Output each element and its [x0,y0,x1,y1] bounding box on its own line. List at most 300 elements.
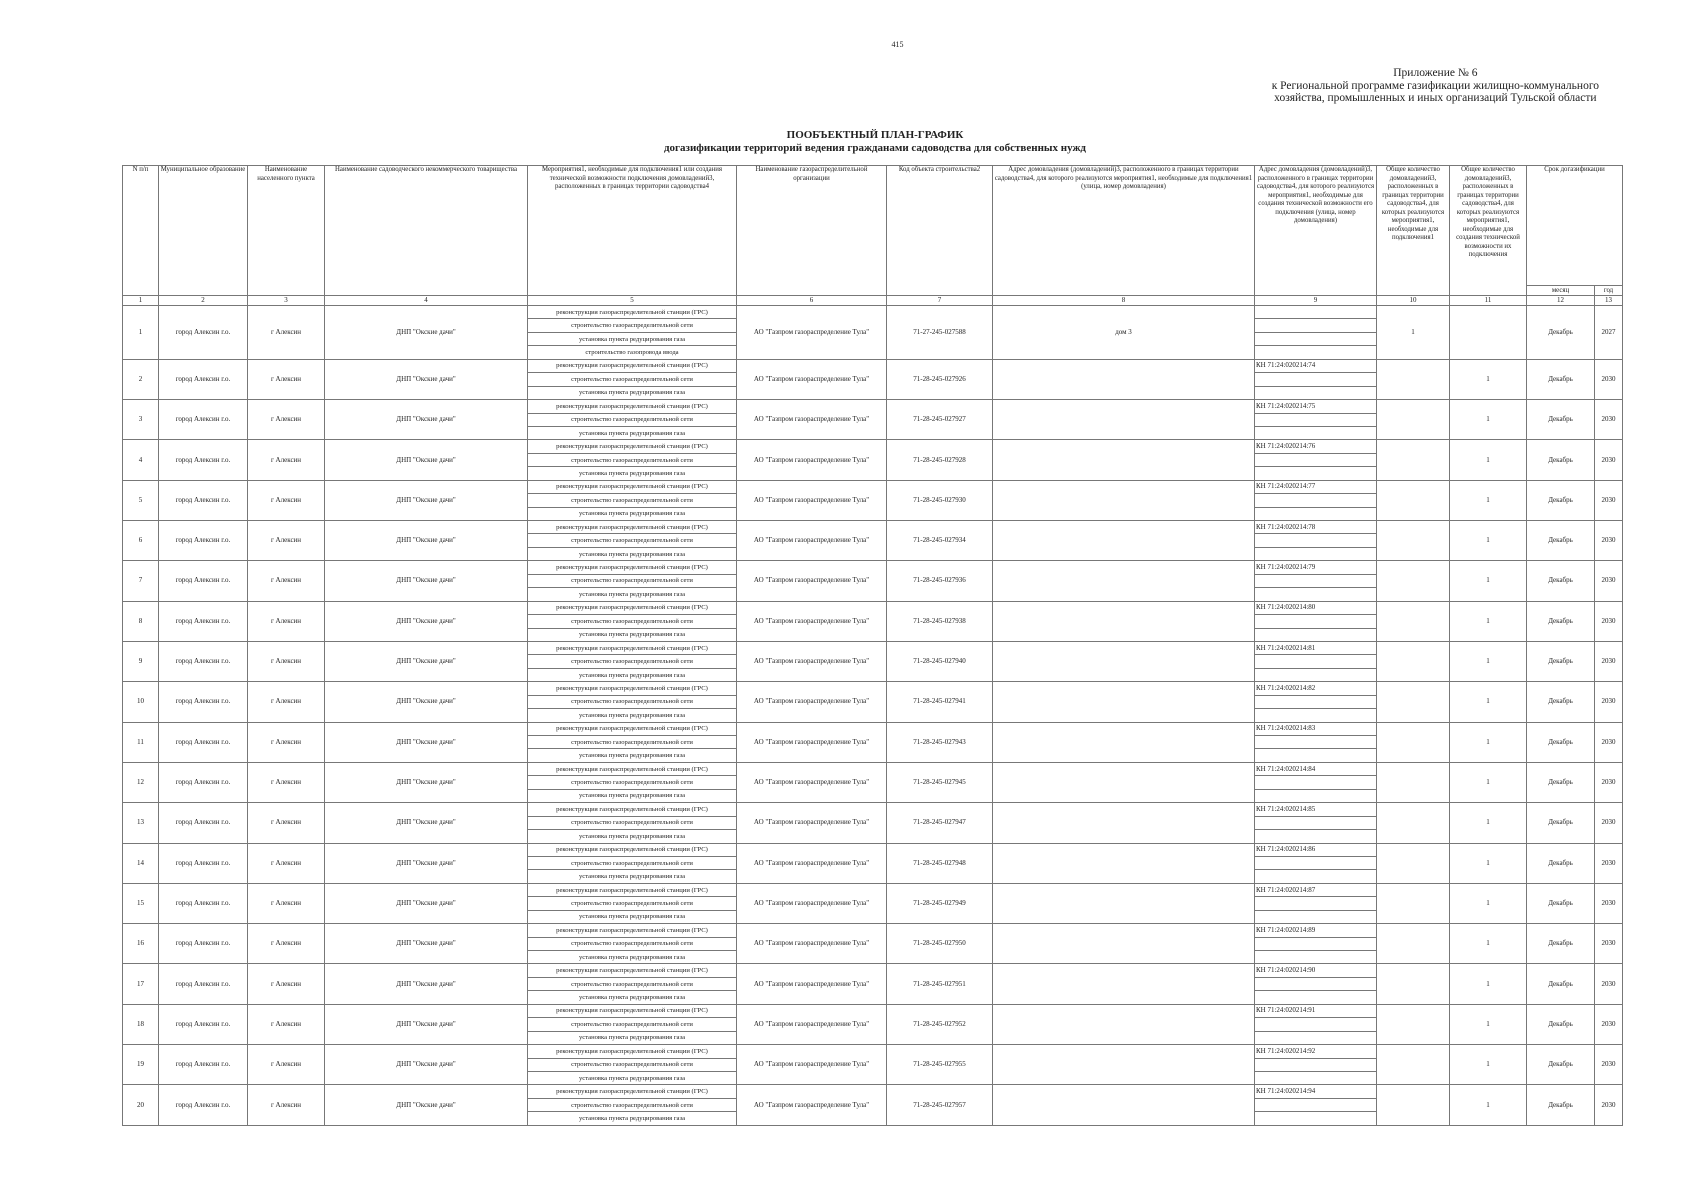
row-number-cell: 17 [123,964,159,1004]
organization-cell: АО "Газпром газораспределение Тула" [737,521,887,561]
connection-count-cell: 1 [1377,306,1450,360]
capability-address-cell [1255,1112,1377,1125]
organization-cell: АО "Газпром газораспределение Тула" [737,306,887,360]
table-row [123,521,1623,534]
municipality-cell: город Алексин г.о. [159,722,248,762]
organization-cell: АО "Газпром газораспределение Тула" [737,440,887,480]
year-cell: 2030 [1595,803,1623,843]
capability-address-cell: КН 71:24:020214:82 [1255,682,1377,695]
year-cell: 2030 [1595,964,1623,1004]
table-row [123,1004,1623,1017]
column-number-cell: 5 [528,296,737,306]
municipality-cell: город Алексин г.о. [159,843,248,883]
table-row [123,803,1623,816]
object-code-cell: 71-28-245-027934 [887,521,993,561]
object-code-cell: 71-28-245-027928 [887,440,993,480]
settlement-cell: г Алексин [248,1045,325,1085]
settlement-cell: г Алексин [248,641,325,681]
table-row [123,924,1623,937]
partnership-cell: ДНП "Окские дачи" [325,480,528,520]
connection-address-cell [993,1004,1255,1044]
column-number-cell: 3 [248,296,325,306]
capability-address-cell: КН 71:24:020214:74 [1255,359,1377,372]
activity-cell: установка пункта редуцирования газа [528,332,737,345]
connection-address-cell [993,762,1255,802]
row-number-cell: 5 [123,480,159,520]
partnership-cell: ДНП "Окские дачи" [325,521,528,561]
table-body [123,306,1623,1126]
capability-count-cell: 1 [1450,561,1527,601]
capability-address-cell: КН 71:24:020214:92 [1255,1045,1377,1058]
capability-count-cell: 1 [1450,762,1527,802]
month-cell: Декабрь [1527,1004,1595,1044]
row-number-cell: 18 [123,1004,159,1044]
capability-address-cell [1255,816,1377,829]
table-row [123,641,1623,654]
capability-count-cell: 1 [1450,440,1527,480]
object-code-cell: 71-28-245-027938 [887,601,993,641]
month-cell: Декабрь [1527,521,1595,561]
activity-cell: установка пункта редуцирования газа [528,1071,737,1084]
activity-cell: реконструкция газораспределительной станции (ГРС) [528,521,737,534]
header-cell: Код объекта строительства2 [887,166,993,296]
partnership-cell: ДНП "Окские дачи" [325,964,528,1004]
activity-cell: строительство газопровода ввода [528,346,737,359]
column-number-row [123,296,1623,306]
organization-cell: АО "Газпром газораспределение Тула" [737,480,887,520]
settlement-cell: г Алексин [248,306,325,360]
activity-cell: строительство газораспределительной сети [528,453,737,466]
page-number: 415 [891,40,904,49]
object-code-cell: 71-28-245-027948 [887,843,993,883]
organization-cell: АО "Газпром газораспределение Тула" [737,803,887,843]
year-cell: 2030 [1595,1004,1623,1044]
capability-address-cell: КН 71:24:020214:78 [1255,521,1377,534]
year-cell: 2030 [1595,843,1623,883]
capability-count-cell: 1 [1450,843,1527,883]
capability-count-cell: 1 [1450,964,1527,1004]
object-code-cell: 71-28-245-027940 [887,641,993,681]
settlement-cell: г Алексин [248,521,325,561]
month-cell: Декабрь [1527,964,1595,1004]
connection-count-cell [1377,762,1450,802]
table-row [123,1045,1623,1058]
plan-table [122,165,1623,1126]
activity-cell: реконструкция газораспределительной станции (ГРС) [528,924,737,937]
document-title [0,129,1697,154]
capability-address-cell [1255,386,1377,399]
header-cell: N п/п [123,166,159,296]
activity-cell: строительство газораспределительной сети [528,615,737,628]
connection-count-cell [1377,803,1450,843]
activity-cell: установка пункта редуцирования газа [528,588,737,601]
organization-cell: АО "Газпром газораспределение Тула" [737,641,887,681]
connection-count-cell [1377,641,1450,681]
capability-address-cell [1255,534,1377,547]
connection-address-cell [993,359,1255,399]
connection-address-cell [993,964,1255,1004]
connection-count-cell [1377,1004,1450,1044]
activity-cell: строительство газораспределительной сети [528,319,737,332]
table-row [123,883,1623,896]
settlement-cell: г Алексин [248,561,325,601]
year-cell: 2030 [1595,924,1623,964]
column-number-cell: 2 [159,296,248,306]
organization-cell: АО "Газпром газораспределение Тула" [737,1085,887,1125]
table-row [123,1085,1623,1098]
capability-count-cell: 1 [1450,883,1527,923]
capability-address-cell: КН 71:24:020214:87 [1255,883,1377,896]
capability-address-cell [1255,830,1377,843]
settlement-cell: г Алексин [248,843,325,883]
capability-address-cell: КН 71:24:020214:79 [1255,561,1377,574]
settlement-cell: г Алексин [248,762,325,802]
month-cell: Декабрь [1527,883,1595,923]
capability-count-cell: 1 [1450,722,1527,762]
capability-address-cell [1255,453,1377,466]
activity-cell: установка пункта редуцирования газа [528,547,737,560]
activity-cell: установка пункта редуцирования газа [528,910,737,923]
connection-count-cell [1377,601,1450,641]
activity-cell: установка пункта редуцирования газа [528,628,737,641]
activity-cell: строительство газораспределительной сети [528,534,737,547]
connection-address-cell [993,561,1255,601]
capability-address-cell: КН 71:24:020214:83 [1255,722,1377,735]
capability-address-cell [1255,736,1377,749]
connection-count-cell [1377,964,1450,1004]
capability-address-cell [1255,346,1377,359]
activity-cell: реконструкция газораспределительной станции (ГРС) [528,762,737,775]
year-cell: 2030 [1595,762,1623,802]
capability-count-cell: 1 [1450,1045,1527,1085]
organization-cell: АО "Газпром газораспределение Тула" [737,359,887,399]
activity-cell: реконструкция газораспределительной станции (ГРС) [528,843,737,856]
municipality-cell: город Алексин г.о. [159,1004,248,1044]
partnership-cell: ДНП "Окские дачи" [325,1045,528,1085]
object-code-cell: 71-28-245-027949 [887,883,993,923]
activity-cell: установка пункта редуцирования газа [528,870,737,883]
month-cell: Декабрь [1527,803,1595,843]
capability-address-cell [1255,749,1377,762]
partnership-cell: ДНП "Окские дачи" [325,1085,528,1125]
municipality-cell: город Алексин г.о. [159,641,248,681]
appendix-note [1272,67,1599,105]
connection-address-cell [993,803,1255,843]
month-cell: Декабрь [1527,1045,1595,1085]
capability-address-cell [1255,426,1377,439]
capability-address-cell [1255,897,1377,910]
year-cell: 2030 [1595,722,1623,762]
table-row [123,480,1623,493]
month-cell: Декабрь [1527,440,1595,480]
month-cell: Декабрь [1527,601,1595,641]
activity-cell: установка пункта редуцирования газа [528,749,737,762]
municipality-cell: город Алексин г.о. [159,924,248,964]
table-row [123,359,1623,372]
activity-cell: реконструкция газораспределительной станции (ГРС) [528,306,737,319]
table-row [123,722,1623,735]
month-cell: Декабрь [1527,762,1595,802]
settlement-cell: г Алексин [248,400,325,440]
activity-cell: установка пункта редуцирования газа [528,789,737,802]
connection-count-cell [1377,843,1450,883]
activity-cell: установка пункта редуцирования газа [528,951,737,964]
object-code-cell: 71-27-245-027588 [887,306,993,360]
activity-cell: реконструкция газораспределительной станции (ГРС) [528,400,737,413]
settlement-cell: г Алексин [248,722,325,762]
connection-count-cell [1377,883,1450,923]
object-code-cell: 71-28-245-027930 [887,480,993,520]
capability-address-cell: КН 71:24:020214:94 [1255,1085,1377,1098]
municipality-cell: город Алексин г.о. [159,803,248,843]
activity-cell: установка пункта редуцирования газа [528,1031,737,1044]
capability-count-cell: 1 [1450,682,1527,722]
header-subcell: месяц [1527,286,1595,296]
row-number-cell: 19 [123,1045,159,1085]
table-row [123,601,1623,614]
month-cell: Декабрь [1527,1085,1595,1125]
connection-address-cell [993,1085,1255,1125]
capability-address-cell [1255,709,1377,722]
capability-address-cell [1255,494,1377,507]
capability-address-cell [1255,547,1377,560]
capability-address-cell [1255,937,1377,950]
activity-cell: реконструкция газораспределительной станции (ГРС) [528,641,737,654]
header-cell: Мероприятия1, необходимые для подключения1 или создания технической возможности подключения домовладений3, расположенных в границах территории садоводства4 [528,166,737,296]
connection-address-cell [993,843,1255,883]
partnership-cell: ДНП "Окские дачи" [325,843,528,883]
year-cell: 2030 [1595,561,1623,601]
partnership-cell: ДНП "Окские дачи" [325,883,528,923]
connection-count-cell [1377,440,1450,480]
organization-cell: АО "Газпром газораспределение Тула" [737,561,887,601]
activity-cell: реконструкция газораспределительной станции (ГРС) [528,601,737,614]
partnership-cell: ДНП "Окские дачи" [325,924,528,964]
settlement-cell: г Алексин [248,682,325,722]
row-number-cell: 4 [123,440,159,480]
object-code-cell: 71-28-245-027952 [887,1004,993,1044]
capability-address-cell [1255,319,1377,332]
capability-address-cell [1255,695,1377,708]
organization-cell: АО "Газпром газораспределение Тула" [737,400,887,440]
header-cell: Наименование населенного пункта [248,166,325,296]
settlement-cell: г Алексин [248,480,325,520]
connection-count-cell [1377,359,1450,399]
capability-count-cell: 1 [1450,480,1527,520]
partnership-cell: ДНП "Окские дачи" [325,440,528,480]
capability-address-cell [1255,856,1377,869]
capability-address-cell: КН 71:24:020214:75 [1255,400,1377,413]
table-row [123,682,1623,695]
activity-cell: реконструкция газораспределительной станции (ГРС) [528,1085,737,1098]
row-number-cell: 15 [123,883,159,923]
row-number-cell: 2 [123,359,159,399]
capability-count-cell: 1 [1450,601,1527,641]
capability-address-cell [1255,1018,1377,1031]
capability-count-cell: 1 [1450,1004,1527,1044]
capability-address-cell [1255,588,1377,601]
capability-address-cell [1255,574,1377,587]
partnership-cell: ДНП "Окские дачи" [325,601,528,641]
municipality-cell: город Алексин г.о. [159,601,248,641]
activity-cell: строительство газораспределительной сети [528,776,737,789]
year-cell: 2030 [1595,1085,1623,1125]
row-number-cell: 12 [123,762,159,802]
activity-cell: реконструкция газораспределительной станции (ГРС) [528,440,737,453]
column-number-cell: 11 [1450,296,1527,306]
activity-cell: строительство газораспределительной сети [528,373,737,386]
month-cell: Декабрь [1527,924,1595,964]
organization-cell: АО "Газпром газораспределение Тула" [737,843,887,883]
municipality-cell: город Алексин г.о. [159,561,248,601]
capability-address-cell [1255,789,1377,802]
settlement-cell: г Алексин [248,440,325,480]
connection-count-cell [1377,924,1450,964]
table-row [123,843,1623,856]
capability-address-cell: КН 71:24:020214:91 [1255,1004,1377,1017]
organization-cell: АО "Газпром газораспределение Тула" [737,762,887,802]
partnership-cell: ДНП "Окские дачи" [325,359,528,399]
capability-address-cell [1255,507,1377,520]
municipality-cell: город Алексин г.о. [159,682,248,722]
object-code-cell: 71-28-245-027950 [887,924,993,964]
connection-count-cell [1377,561,1450,601]
partnership-cell: ДНП "Окские дачи" [325,682,528,722]
organization-cell: АО "Газпром газораспределение Тула" [737,883,887,923]
year-cell: 2030 [1595,641,1623,681]
row-number-cell: 13 [123,803,159,843]
activity-cell: строительство газораспределительной сети [528,1058,737,1071]
activity-cell: строительство газораспределительной сети [528,1098,737,1111]
header-cell: Наименование садоводческого некоммерческого товарищества [325,166,528,296]
capability-address-cell: КН 71:24:020214:86 [1255,843,1377,856]
appendix-line: хозяйства, промышленных и иных организаций Тульской области [1274,92,1597,104]
settlement-cell: г Алексин [248,359,325,399]
row-number-cell: 3 [123,400,159,440]
connection-count-cell [1377,1085,1450,1125]
partnership-cell: ДНП "Окские дачи" [325,762,528,802]
organization-cell: АО "Газпром газораспределение Тула" [737,964,887,1004]
capability-count-cell [1450,306,1527,360]
table-row [123,762,1623,775]
activity-cell: реконструкция газораспределительной станции (ГРС) [528,682,737,695]
row-number-cell: 11 [123,722,159,762]
organization-cell: АО "Газпром газораспределение Тула" [737,722,887,762]
month-cell: Декабрь [1527,722,1595,762]
capability-address-cell [1255,332,1377,345]
capability-address-cell [1255,910,1377,923]
table-row [123,561,1623,574]
connection-address-cell [993,682,1255,722]
capability-address-cell [1255,413,1377,426]
column-number-cell: 9 [1255,296,1377,306]
municipality-cell: город Алексин г.о. [159,762,248,802]
row-number-cell: 16 [123,924,159,964]
row-number-cell: 1 [123,306,159,360]
activity-cell: установка пункта редуцирования газа [528,668,737,681]
header-subcell: год [1595,286,1623,296]
year-cell: 2030 [1595,682,1623,722]
month-cell: Декабрь [1527,682,1595,722]
title-line-2: догазификации территорий ведения гражданами садоводства для собственных нужд [663,141,1086,154]
capability-address-cell: КН 71:24:020214:85 [1255,803,1377,816]
capability-address-cell [1255,306,1377,319]
connection-address-cell [993,722,1255,762]
appendix-line: Приложение № 6 [1393,67,1478,79]
column-number-cell: 12 [1527,296,1595,306]
year-cell: 2030 [1595,480,1623,520]
partnership-cell: ДНП "Окские дачи" [325,1004,528,1044]
connection-count-cell [1377,682,1450,722]
column-number-cell: 1 [123,296,159,306]
capability-address-cell: КН 71:24:020214:89 [1255,924,1377,937]
capability-address-cell [1255,870,1377,883]
activity-cell: реконструкция газораспределительной станции (ГРС) [528,722,737,735]
capability-address-cell: КН 71:24:020214:77 [1255,480,1377,493]
activity-cell: реконструкция газораспределительной станции (ГРС) [528,1045,737,1058]
partnership-cell: ДНП "Окские дачи" [325,306,528,360]
activity-cell: строительство газораспределительной сети [528,574,737,587]
municipality-cell: город Алексин г.о. [159,400,248,440]
activity-cell: строительство газораспределительной сети [528,736,737,749]
capability-address-cell [1255,776,1377,789]
activity-cell: установка пункта редуцирования газа [528,467,737,480]
object-code-cell: 71-28-245-027943 [887,722,993,762]
table-row [123,306,1623,319]
connection-address-cell: дом 3 [993,306,1255,360]
object-code-cell: 71-28-245-027957 [887,1085,993,1125]
connection-address-cell [993,883,1255,923]
capability-address-cell [1255,668,1377,681]
activity-cell: строительство газораспределительной сети [528,816,737,829]
municipality-cell: город Алексин г.о. [159,359,248,399]
capability-address-cell [1255,373,1377,386]
municipality-cell: город Алексин г.о. [159,480,248,520]
column-number-cell: 7 [887,296,993,306]
appendix-line: к Региональной программе газификации жилищно-коммунального [1271,79,1599,92]
capability-address-cell: КН 71:24:020214:84 [1255,762,1377,775]
settlement-cell: г Алексин [248,601,325,641]
row-number-cell: 20 [123,1085,159,1125]
connection-count-cell [1377,1045,1450,1085]
activity-cell: реконструкция газораспределительной станции (ГРС) [528,561,737,574]
capability-address-cell [1255,615,1377,628]
municipality-cell: город Алексин г.о. [159,883,248,923]
activity-cell: установка пункта редуцирования газа [528,426,737,439]
capability-address-cell [1255,628,1377,641]
activity-cell: строительство газораспределительной сети [528,937,737,950]
municipality-cell: город Алексин г.о. [159,440,248,480]
header-cell: Срок догазификации [1527,166,1623,286]
header-cell: Адрес домовладения (домовладений)3, расположенного в границах территории садоводства4, для которого реализуются мероприятия1, необходимые для создания технической возможности его подключения (улица, номер домовладения) [1255,166,1377,296]
month-cell: Декабрь [1527,400,1595,440]
settlement-cell: г Алексин [248,883,325,923]
capability-address-cell [1255,1031,1377,1044]
header-cell: Общее количество домовладений3, расположенных в границах территории садоводства4, для которых реализуются мероприятия1, необходимые для создания технической возможности их подключения [1450,166,1527,296]
activity-cell: строительство газораспределительной сети [528,856,737,869]
object-code-cell: 71-28-245-027926 [887,359,993,399]
settlement-cell: г Алексин [248,803,325,843]
activity-cell: реконструкция газораспределительной станции (ГРС) [528,480,737,493]
municipality-cell: город Алексин г.о. [159,964,248,1004]
capability-address-cell: КН 71:24:020214:76 [1255,440,1377,453]
activity-cell: установка пункта редуцирования газа [528,991,737,1004]
object-code-cell: 71-28-245-027951 [887,964,993,1004]
municipality-cell: город Алексин г.о. [159,521,248,561]
month-cell: Декабрь [1527,843,1595,883]
activity-cell: строительство газораспределительной сети [528,977,737,990]
connection-address-cell [993,440,1255,480]
